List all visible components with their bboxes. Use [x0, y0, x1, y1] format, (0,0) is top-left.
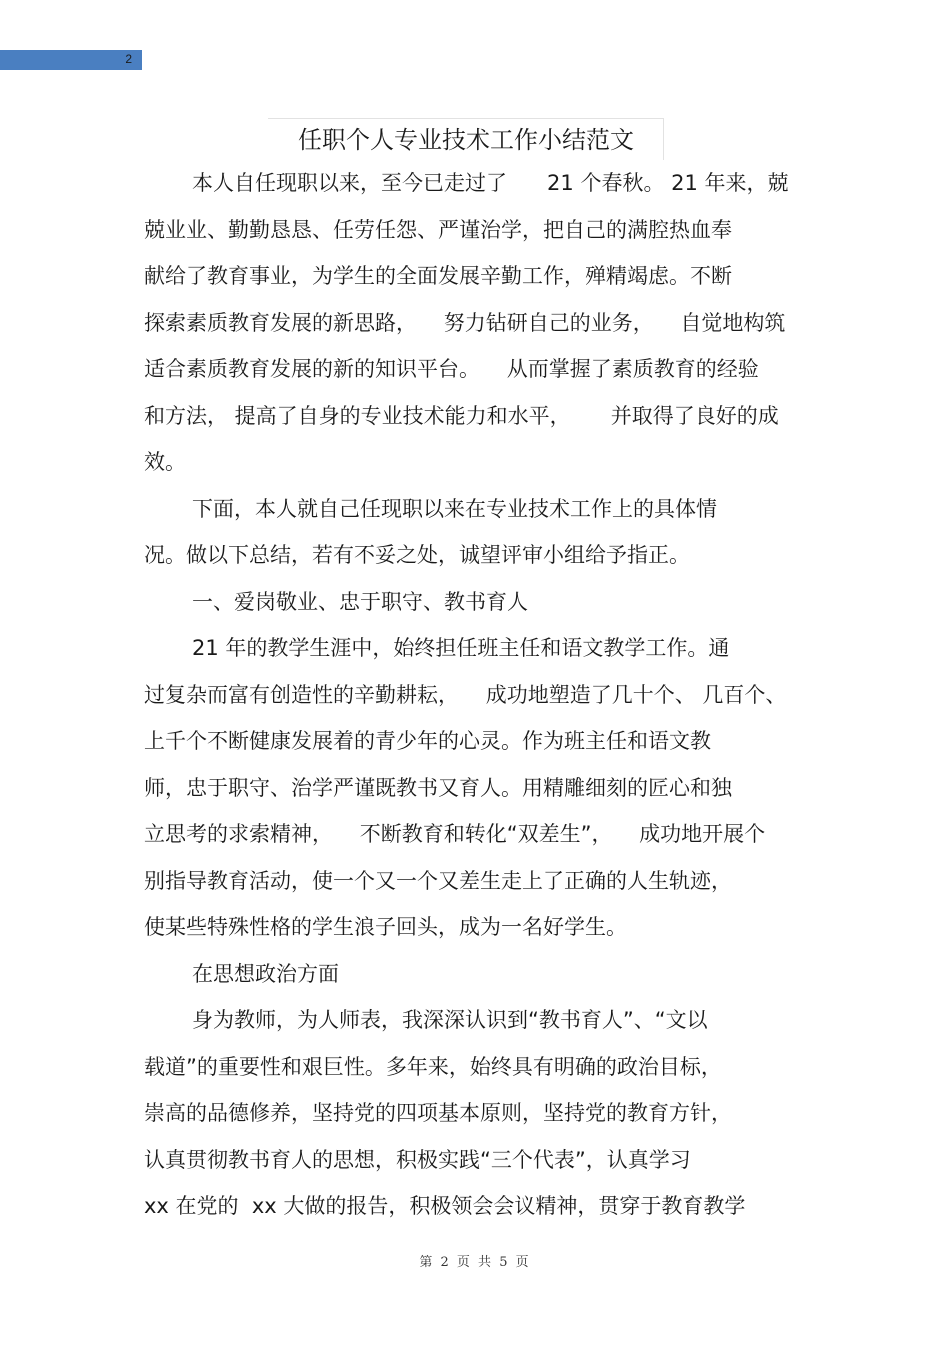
text-line: 认真贯彻教书育人的思想，积极实践“三个代表”，认真学习 [144, 1147, 691, 1172]
text-line: 载道”的重要性和艰巨性。多年来，始终具有明确的政治目标， [144, 1054, 722, 1079]
text-line: 本人自任现职以来，至今已走过了 21 个春秋。 21 年来，兢 [192, 171, 789, 195]
text-line: 效。 [144, 450, 186, 474]
text-line: xx 在党的 xx 大做的报告，积极领会会议精神，贯穿于教育教学 [144, 1194, 746, 1218]
text-line: 立思考的求索精神， 不断教育和转化“双差生”， 成功地开展个 [144, 822, 766, 846]
text-line: 况。做以下总结，若有不妥之处，诚望评审小组给予指正。 [144, 543, 690, 567]
page-footer: 第 2 页 共 5 页 [419, 1255, 531, 1270]
text-line: 别指导教育活动，使一个又一个又差生走上了正确的人生轨迹， [144, 868, 732, 893]
text-line: 过复杂而富有创造性的辛勤耕耘， 成功地塑造了几十个、 几百个、 [144, 682, 787, 707]
text-line: 21 年的教学生涯中，始终担任班主任和语文教学工作。通 [192, 636, 730, 660]
text-line: 身为教师，为人师表，我深深认识到“教书育人”、“文以 [192, 1008, 708, 1032]
text-line: 崇高的品德修养，坚持党的四项基本原则，坚持党的教育方针， [144, 1101, 732, 1125]
title-border-top [268, 118, 664, 119]
document-body [144, 163, 808, 1233]
text-line: 适合素质教育发展的新的知识平台。 从而掌握了素质教育的经验 [144, 357, 759, 381]
text-line: 一、爱岗敬业、忠于职守、教书育人 [192, 589, 528, 614]
page-number-tab [0, 50, 142, 70]
text-line: 下面，本人就自己任现职以来在专业技术工作上的具体情 [192, 496, 717, 521]
text-line: 和方法， 提高了自身的专业技术能力和水平， 并取得了良好的成 [144, 403, 779, 428]
text-line: 使某些特殊性格的学生浪子回头，成为一名好学生。 [144, 915, 627, 939]
page-tab-number: 2 [125, 52, 132, 66]
text-line: 上千个不断健康发展着的青少年的心灵。作为班主任和语文教 [144, 729, 711, 753]
text-line: 献给了教育事业，为学生的全面发展辛勤工作，殚精竭虑。不断 [144, 264, 732, 288]
text-line: 师，忠于职守、治学严谨既教书又育人。用精雕细刻的匠心和独 [144, 775, 732, 800]
document-title: 任职个人专业技术工作小结范文 [298, 126, 634, 154]
text-line: 探索素质教育发展的新思路， 努力钻研自己的业务， 自觉地构筑 [144, 310, 786, 335]
text-line: 在思想政治方面 [192, 961, 339, 986]
title-box [268, 118, 664, 160]
text-line: 兢业业、勤勤恳恳、任劳任怨、严谨治学，把自己的满腔热血奉 [144, 217, 732, 242]
